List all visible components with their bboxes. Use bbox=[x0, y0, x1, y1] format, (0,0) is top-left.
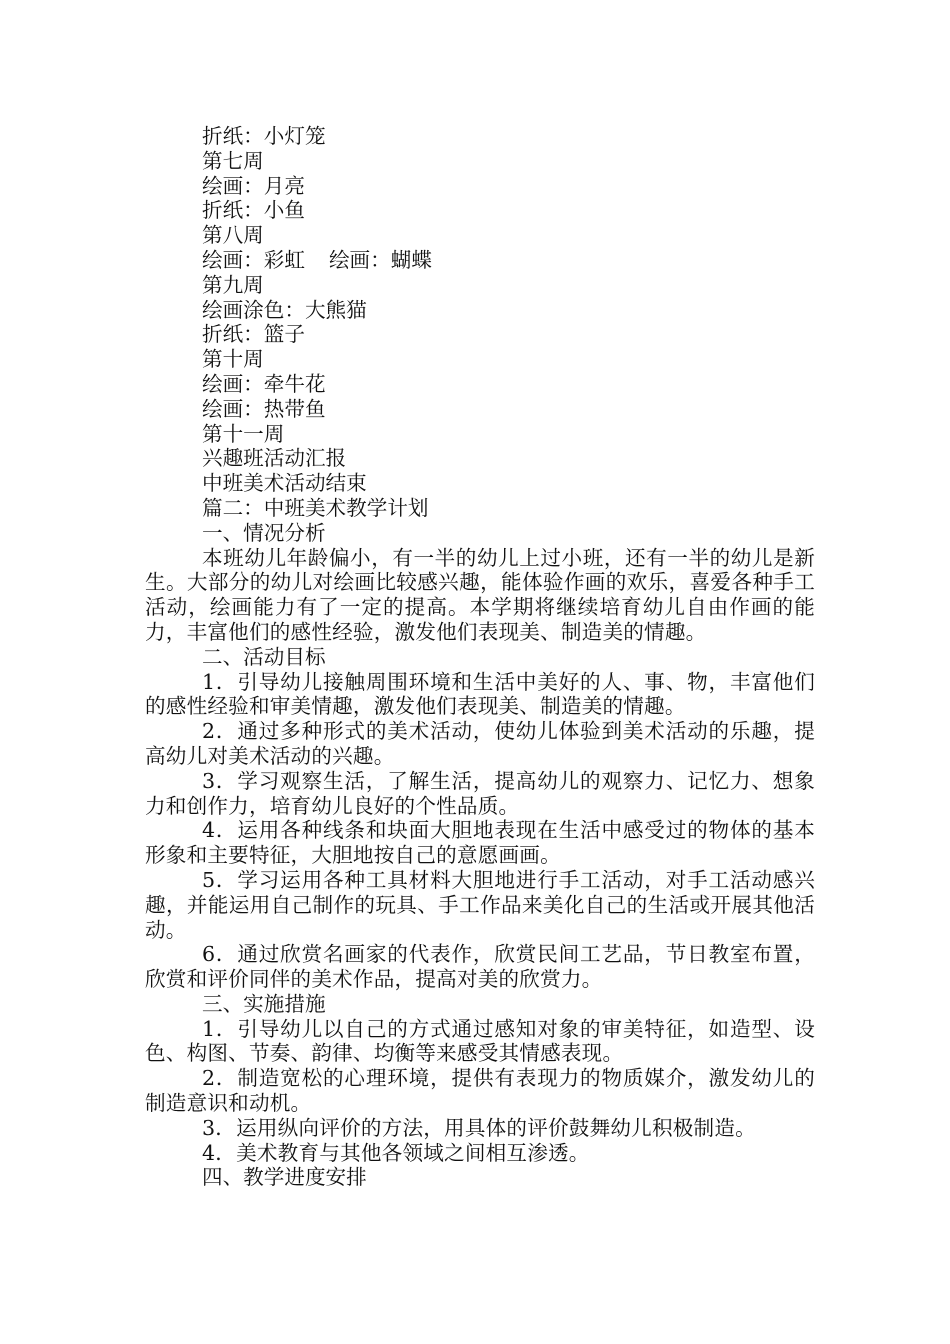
document-body bbox=[145, 124, 815, 1190]
measure-item: 3．运用纵向评价的方法，用具体的评价鼓舞幼儿积极制造。 bbox=[202, 1115, 756, 1140]
schedule-item: 绘画：蝴蝶 bbox=[328, 247, 432, 272]
goal-item: 5．学习运用各种工具材料大胆地进行手工活动，对手工活动感兴趣，并能运用自己制作的玩具、手工作品来美化自己的生活或开展其他活动。 bbox=[145, 867, 815, 942]
section-heading: 一、情况分析 bbox=[202, 520, 326, 545]
end-note: 中班美术活动结束 bbox=[202, 471, 367, 496]
week-heading: 第十一周 bbox=[202, 421, 285, 446]
goal-item: 1．引导幼儿接触周围环境和生活中美好的人、事、物，丰富他们的感性经验和审美情趣，激发他们表现美、制造美的情趣。 bbox=[145, 669, 815, 719]
measure-item: 4．美术教育与其他各领域之间相互渗透。 bbox=[202, 1140, 590, 1165]
section-heading: 二、活动目标 bbox=[202, 644, 326, 669]
section-heading: 四、教学进度安排 bbox=[202, 1165, 367, 1190]
goal-item: 6．通过欣赏名画家的代表作，欣赏民间工艺品，节日教室布置，欣赏和评价同伴的美术作品，提高对美的欣赏力。 bbox=[145, 942, 815, 992]
week-heading: 第八周 bbox=[202, 223, 264, 248]
schedule-item: 折纸：小鱼 bbox=[202, 198, 305, 223]
schedule-item: 绘画：月亮 bbox=[202, 173, 305, 198]
schedule-item: 绘画：牵牛花 bbox=[202, 371, 326, 396]
measure-item: 2．制造宽松的心理环境，提供有表现力的物质媒介，激发幼儿的制造意识和动机。 bbox=[145, 1066, 815, 1116]
week-heading: 第十周 bbox=[202, 347, 264, 372]
goal-item: 2．通过多种形式的美术活动，使幼儿体验到美术活动的乐趣，提高幼儿对美术活动的兴趣。 bbox=[145, 719, 815, 768]
section-paragraph: 本班幼儿年龄偏小，有一半的幼儿上过小班，还有一半的幼儿是新生。大部分的幼儿对绘画比较感兴趣，能体验作画的欢乐，喜爱各种手工活动，绘画能力有了一定的提高。本学期将继续培育幼儿自由作画的能力，丰富他们的感性经验，激发他们表现美、制造美的情趣。 bbox=[145, 545, 815, 644]
goal-item: 3．学习观察生活，了解生活，提高幼儿的观察力、记忆力、想象力和创作力，培育幼儿良好的个性品质。 bbox=[145, 768, 815, 818]
article-title: 篇二：中班美术教学计划 bbox=[202, 495, 429, 520]
schedule-item: 绘画：彩虹 bbox=[202, 247, 305, 272]
schedule-item: 折纸：小灯笼 bbox=[202, 124, 326, 148]
schedule-item: 折纸：篮子 bbox=[202, 322, 305, 347]
section-heading: 三、实施措施 bbox=[202, 991, 326, 1016]
goal-item: 4．运用各种线条和块面大胆地表现在生活中感受过的物体的基本形象和主要特征，大胆地按自己的意愿画画。 bbox=[145, 818, 815, 868]
schedule-item: 绘画涂色：大熊猫 bbox=[202, 297, 367, 322]
schedule-item: 兴趣班活动汇报 bbox=[202, 446, 347, 471]
schedule-item-pair bbox=[145, 248, 815, 273]
week-heading: 第九周 bbox=[202, 272, 264, 297]
week-heading: 第七周 bbox=[202, 148, 264, 173]
schedule-item: 绘画：热带鱼 bbox=[202, 396, 326, 421]
measure-item: 1．引导幼儿以自己的方式通过感知对象的审美特征，如造型、设色、构图、节奏、韵律、均衡等来感受其情感表现。 bbox=[145, 1016, 815, 1066]
